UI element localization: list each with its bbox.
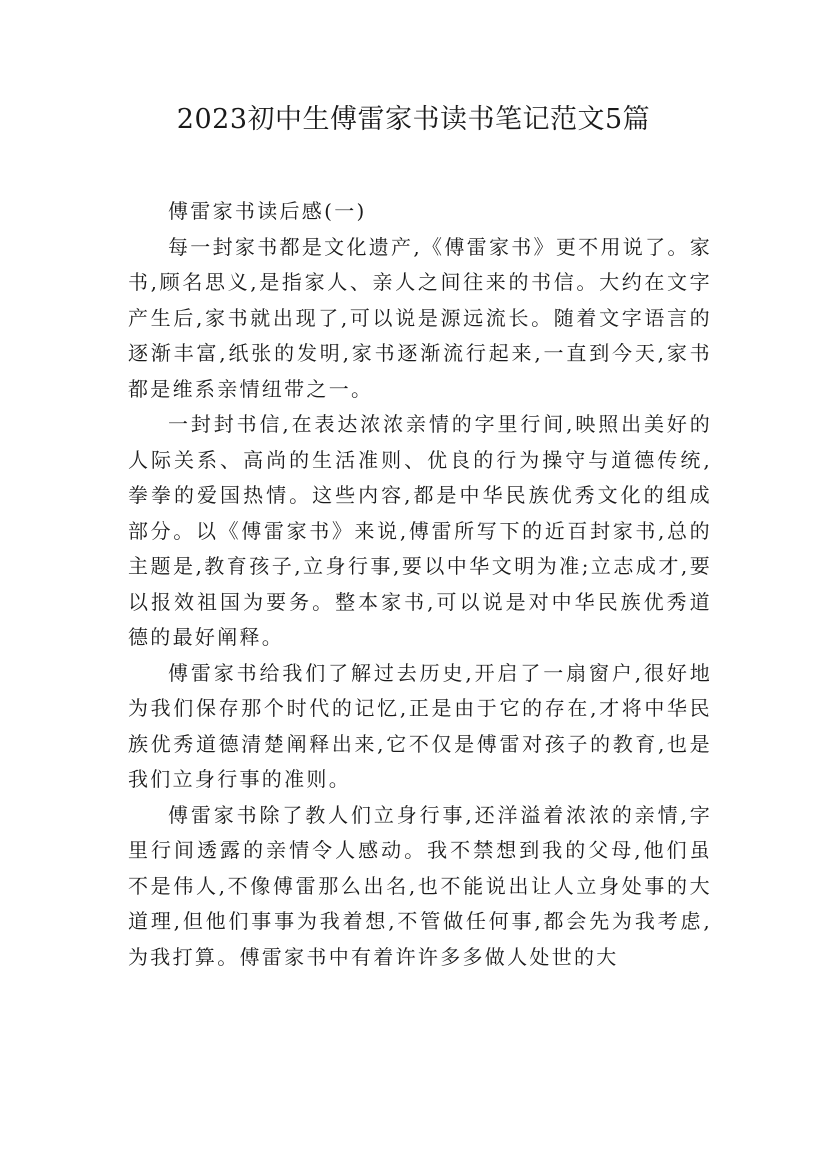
paragraph: 一封封书信,在表达浓浓亲情的字里行间,映照出美好的人际关系、高尚的生活准则、优良的行为操守与道德传统,拳拳的爱国热情。这些内容,都是中华民族优秀文化的组成部分。以《傅雷家书》来说,傅雷所写下的近百封家书,总的主题是,教育孩子,立身行事,要以中华文明为准;立志成才,要以报效祖国为要务。整本家书,可以说是对中华民族优秀道德的最好阐释。 bbox=[128, 412, 712, 649]
document-title: 2023初中生傅雷家书读书笔记范文5篇 bbox=[176, 104, 651, 135]
paragraph: 傅雷家书给我们了解过去历史,开启了一扇窗户,很好地为我们保存那个时代的记忆,正是由于它的存在,才将中华民族优秀道德清楚阐释出来,它不仅是傅雷对孩子的教育,也是我们立身行事的准则。 bbox=[128, 660, 712, 791]
section-heading: 傅雷家书读后感(一) bbox=[168, 199, 367, 223]
paragraph: 每一封家书都是文化遗产,《傅雷家书》更不用说了。家书,顾名思义,是指家人、亲人之间往来的书信。大约在文字产生后,家书就出现了,可以说是源远流长。随着文字语言的逐渐丰富,纸张的发明,家书逐渐流行起来,一直到今天,家书都是维系亲情纽带之一。 bbox=[128, 234, 712, 401]
document-body bbox=[128, 194, 712, 975]
paragraph: 傅雷家书除了教人们立身行事,还洋溢着浓浓的亲情,字里行间透露的亲情令人感动。我不禁想到我的父母,他们虽不是伟人,不像傅雷那么出名,也不能说出让人立身处事的大道理,但他们事事为我着想,不管做任何事,都会先为我考虑,为我打算。傅雷家书中有着许许多多做人处世的大 bbox=[128, 802, 712, 969]
